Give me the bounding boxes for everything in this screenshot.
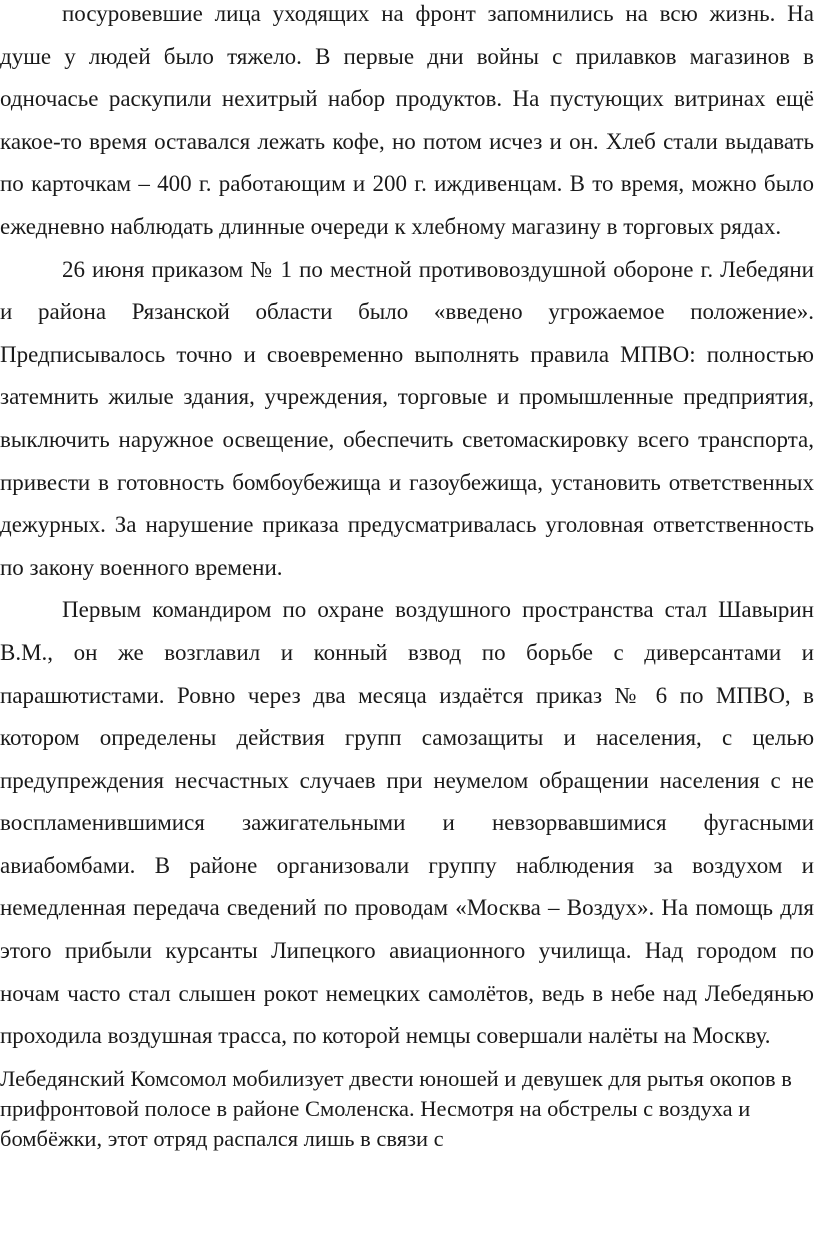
paragraph-2: 26 июня приказом № 1 по местной противовоздушной обороне г. Лебедяни и района Рязанской области было «введено угрожаемое положение». Предписывалось точно и своевременно выполнять правила МПВО: полностью затемнить жилые здания, учреждения, торговые и промышленные предприятия, выключить наружное освещение, обеспечить светомаскировку всего транспорта, привести в готовность бомбоубежища и газоубежища, установить ответственных дежурных. За нарушение приказа предусматривалась уголовная ответственность по закону военного времени.: [0, 256, 814, 580]
paragraph-4: Лебедянский Комсомол мобилизует двести юношей и девушек для рытья окопов в прифронтовой полосе в районе Смоленска. Несмотря на обстрелы с воздуха и бомбёжки, этот отряд распался лишь в связи с: [0, 1065, 792, 1151]
paragraph-1: посуровевшие лица уходящих на фронт запомнились на всю жизнь. На душе у людей было тяжело. В первые дни войны с прилавков магазинов в одночасье раскупили нехитрый набор продуктов. На пустующих витринах ещё какое-то время оставался лежать кофе, но потом исчез и он. Хлеб стали выдавать по карточкам – 400 г. работающим и 200 г. иждивенцам. В то время, можно было ежедневно наблюдать длинные очереди к хлебному магазину в торговых рядах.: [0, 1, 814, 239]
paragraph-3: Первым командиром по охране воздушного пространства стал Шавырин В.М., он же возглавил и конный взвод по борьбе с диверсантами и парашютистами. Ровно через два месяца издаётся приказ № 6 по МПВО, в котором определены действия групп самозащиты и населения, с целью предупреждения несчастных случаев при неумелом обращении населения с не воспламенившимися зажигательными и невзорвавшимися фугасными авиабомбами. В районе организовали группу наблюдения за воздухом и немедленная передача сведений по проводам «Москва – Воздух». На помощь для этого прибыли курсанты Липецкого авиационного училища. Над городом по ночам часто стал слышен рокот немецких самолётов, ведь в небе над Лебедянью проходила воздушная трасса, по которой немцы совершали налёты на Москву.: [0, 597, 814, 1049]
